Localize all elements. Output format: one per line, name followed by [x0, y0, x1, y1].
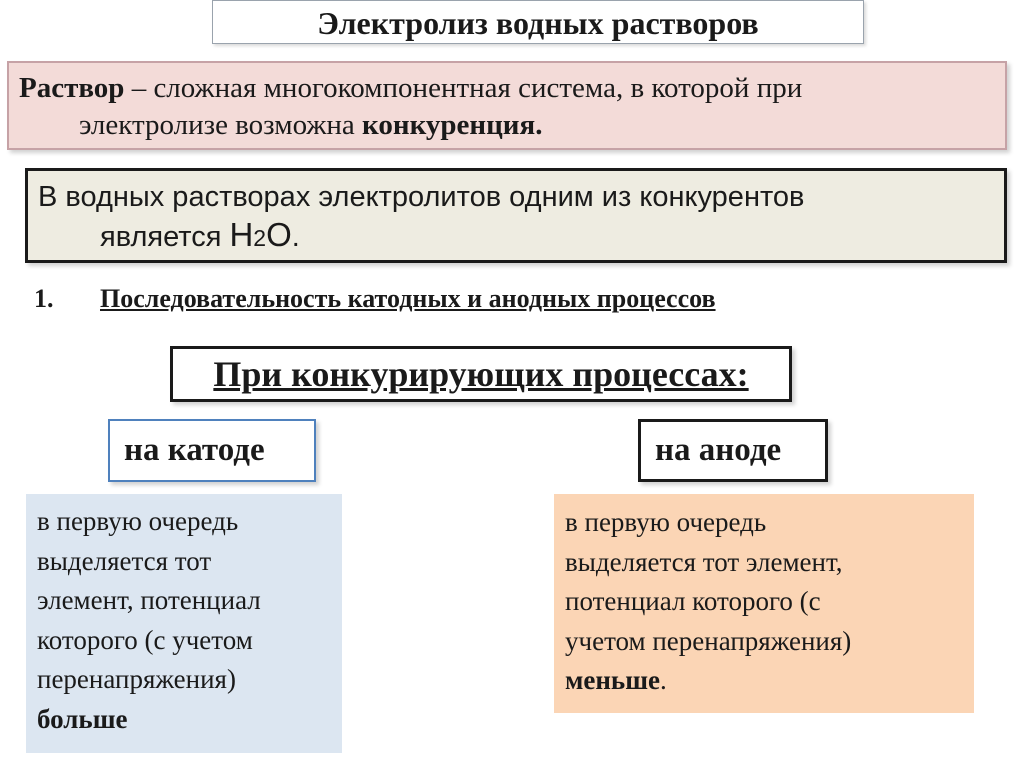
cathode-rule-line: перенапряжения) [37, 664, 236, 694]
water-formula [229, 216, 291, 253]
anode-rule-box [554, 494, 974, 713]
water-note-end: . [291, 221, 300, 253]
anode-rule-end: . [660, 665, 667, 695]
definition-box [7, 61, 1007, 150]
cathode-rule-box [26, 494, 342, 753]
anode-rule-last-line [565, 661, 964, 701]
formula-subscript: 2 [253, 225, 267, 251]
cathode-rule-line: выделяется тот [37, 545, 212, 576]
water-note-line-1: В водных растворах электролитов одним из конкурентов [38, 181, 805, 213]
definition-term: Раствор [19, 72, 125, 104]
definition-keyword: конкуренция. [362, 109, 543, 141]
cathode-rule-emphasis: больше [37, 703, 128, 734]
anode-label: на аноде [638, 419, 828, 482]
water-competitor-note [25, 168, 1007, 263]
competing-processes-title: При конкурирующих процессах: [170, 346, 792, 402]
sequence-heading [34, 283, 994, 319]
definition-line-2 [19, 107, 993, 144]
anode-rule-line: потенциал которого (с [565, 586, 821, 616]
cathode-rule-line: которого (с учетом [37, 624, 253, 655]
anode-rule-line: выделяется тот элемент, [565, 546, 843, 577]
water-note-line-2 [38, 216, 992, 257]
slide-title: Электролиз водных растворов [212, 0, 864, 44]
anode-rule-line: учетом перенапряжения) [565, 625, 852, 656]
sequence-number: 1. [34, 284, 54, 313]
definition-text-2: электролизе возможна [79, 109, 363, 141]
anode-rule-line: в первую очередь [565, 507, 767, 537]
formula-o: O [266, 216, 292, 253]
sequence-heading-text: Последовательность катодных и анодных процессов [100, 284, 716, 313]
cathode-rule-line: элемент, потенциал [37, 585, 261, 615]
cathode-rule-line: в первую очередь [37, 506, 239, 536]
anode-rule-emphasis: меньше [565, 665, 660, 695]
definition-text-1: – сложная многокомпонентная система, в которой при [124, 72, 803, 104]
formula-h: H [229, 216, 254, 253]
cathode-label: на катоде [108, 419, 316, 482]
water-note-text: является [100, 221, 230, 253]
